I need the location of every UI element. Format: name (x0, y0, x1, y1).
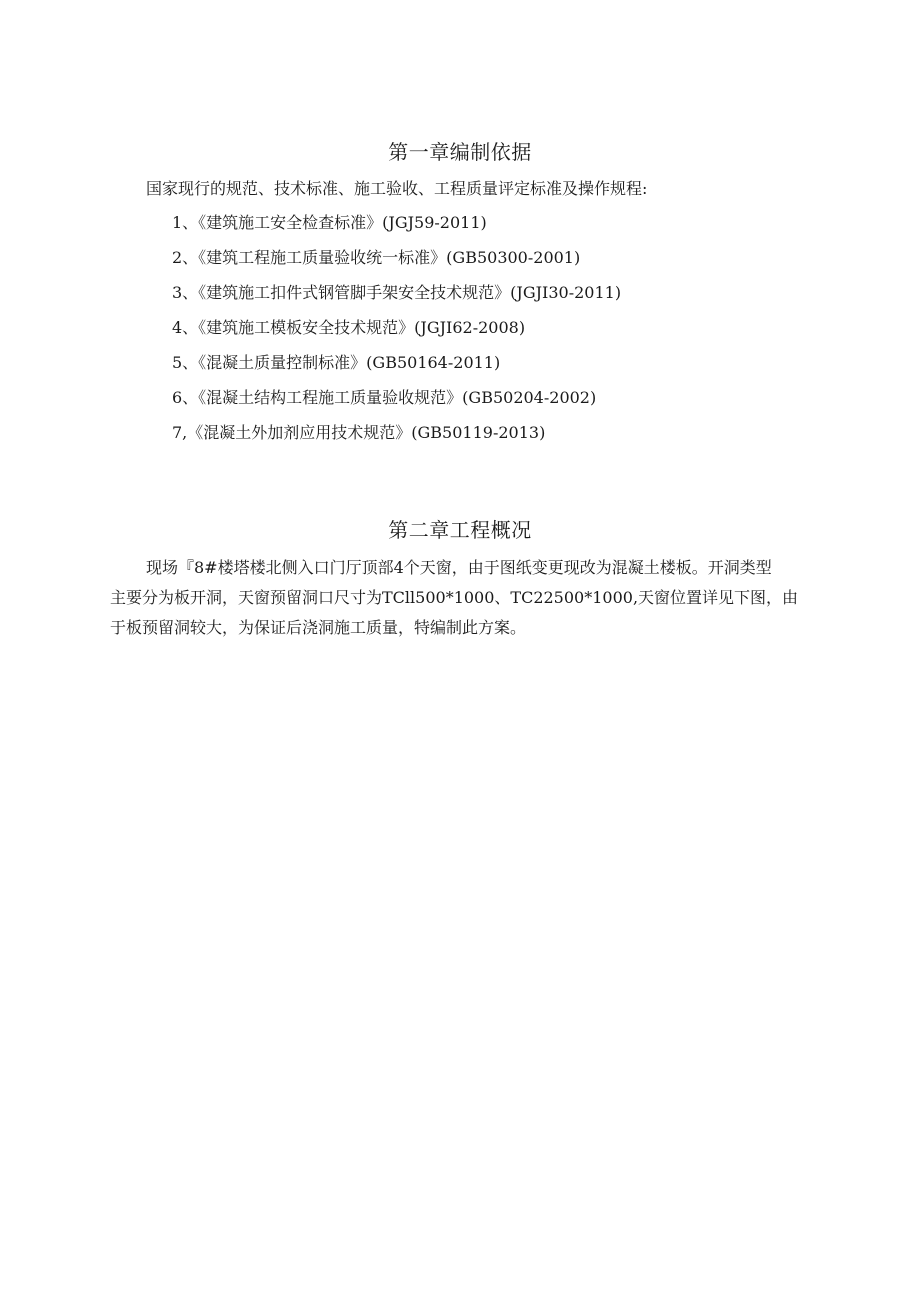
reference-item: 5、《混凝土质量控制标准》(GB50164-2011) (172, 353, 501, 372)
paragraph-line: 现场『8#楼塔楼北侧入口门厅顶部4个天窗，由于图纸变更现改为混凝土楼板。开洞类型 (146, 558, 772, 577)
chapter-2-title: 第二章工程概况 (388, 518, 532, 542)
reference-list (172, 211, 621, 456)
reference-item: 3、《建筑施工扣件式钢管脚手架安全技术规范》(JGJI30-2011) (172, 283, 622, 302)
reference-item: 6、《混凝土结构工程施工质量验收规范》(GB50204-2002) (172, 388, 597, 407)
project-overview-paragraph (110, 553, 815, 643)
chapter-1-title: 第一章编制依据 (388, 140, 532, 164)
chapter-1-intro: 国家现行的规范、技术标准、施工验收、工程质量评定标准及操作规程: (146, 179, 648, 198)
paragraph-line: 主要分为板开洞，天窗预留洞口尺寸为TCll500*1000、TC22500*1000,天窗位置详见下图，由 (110, 588, 799, 607)
reference-item: 4、《建筑施工模板安全技术规范》(JGJI62-2008) (172, 318, 526, 337)
reference-item: 1、《建筑施工安全检查标准》(JGJ59-2011) (172, 213, 487, 232)
paragraph-line: 于板预留洞较大，为保证后浇洞施工质量，特编制此方案。 (110, 618, 527, 637)
reference-item: 7,《混凝土外加剂应用技术规范》(GB50119-2013) (172, 423, 546, 442)
reference-item: 2、《建筑工程施工质量验收统一标准》(GB50300-2001) (172, 248, 581, 267)
